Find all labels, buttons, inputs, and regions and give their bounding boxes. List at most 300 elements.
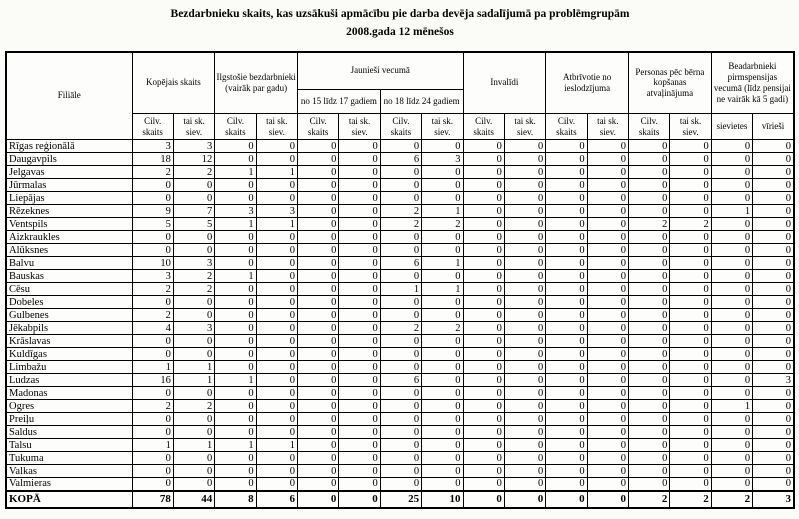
data-cell: 0 <box>587 257 628 270</box>
data-cell: 0 <box>587 309 628 322</box>
data-cell: 0 <box>546 361 587 374</box>
data-cell: 0 <box>298 257 339 270</box>
data-cell: 0 <box>711 166 752 179</box>
data-cell: 0 <box>256 465 297 478</box>
data-cell: 0 <box>711 387 752 400</box>
total-data-cell: 0 <box>504 491 545 508</box>
col-header-personas-pec-berna-kopsanas: Personas pēc bērna kopšanas atvaļinājuma <box>629 52 712 114</box>
data-cell: 0 <box>173 335 214 348</box>
data-cell: 0 <box>546 465 587 478</box>
data-cell: 0 <box>339 400 380 413</box>
data-cell: 0 <box>546 257 587 270</box>
data-cell: 1 <box>422 205 463 218</box>
data-cell: 0 <box>215 179 256 192</box>
data-cell: 0 <box>422 361 463 374</box>
data-cell: 0 <box>256 387 297 400</box>
data-cell: 5 <box>132 218 173 231</box>
branch-name-cell: Kuldīgas <box>6 348 132 361</box>
data-cell: 0 <box>298 296 339 309</box>
data-cell: 2 <box>670 218 711 231</box>
data-cell: 3 <box>132 270 173 283</box>
data-cell: 1 <box>215 439 256 452</box>
data-cell: 2 <box>380 322 421 335</box>
branch-name-cell: Balvu <box>6 257 132 270</box>
data-cell: 2 <box>173 270 214 283</box>
branch-name-cell: Dobeles <box>6 296 132 309</box>
data-cell: 0 <box>463 426 504 439</box>
data-cell: 0 <box>546 153 587 166</box>
branch-name-cell: Ventspils <box>6 218 132 231</box>
data-cell: 0 <box>463 400 504 413</box>
table-row <box>6 166 794 179</box>
data-cell: 0 <box>339 439 380 452</box>
data-cell: 0 <box>753 205 794 218</box>
data-cell: 0 <box>173 465 214 478</box>
data-cell: 0 <box>380 140 421 153</box>
data-cell: 1 <box>711 400 752 413</box>
data-cell: 0 <box>380 192 421 205</box>
branch-name-cell: Rīgas reģionālā <box>6 140 132 153</box>
data-cell: 0 <box>711 478 752 491</box>
data-cell: 0 <box>670 374 711 387</box>
data-cell: 0 <box>463 205 504 218</box>
data-cell: 0 <box>587 335 628 348</box>
branch-name-cell: Valmieras <box>6 478 132 491</box>
subcol-header-cilv-skaits: Cilv. skaits <box>629 114 670 140</box>
data-cell: 0 <box>298 374 339 387</box>
subcol-header-tai-sk-siev: tai sk. siev. <box>339 114 380 140</box>
data-cell: 0 <box>670 166 711 179</box>
data-cell: 0 <box>504 257 545 270</box>
subcol-header-cilv-skaits: Cilv. skaits <box>463 114 504 140</box>
data-cell: 2 <box>422 322 463 335</box>
data-cell: 0 <box>711 465 752 478</box>
subcol-header-tai-sk-siev: tai sk. siev. <box>587 114 628 140</box>
data-cell: 0 <box>546 400 587 413</box>
data-cell: 0 <box>339 205 380 218</box>
data-cell: 0 <box>380 465 421 478</box>
subcol-header-tai-sk-siev: tai sk. siev. <box>256 114 297 140</box>
data-cell: 0 <box>463 283 504 296</box>
data-cell: 0 <box>339 348 380 361</box>
data-cell: 0 <box>298 322 339 335</box>
data-cell: 0 <box>546 348 587 361</box>
data-cell: 0 <box>587 465 628 478</box>
data-cell: 0 <box>670 179 711 192</box>
data-cell: 0 <box>629 179 670 192</box>
data-cell: 0 <box>629 465 670 478</box>
branch-name-cell: Alūksnes <box>6 244 132 257</box>
total-data-cell: 8 <box>215 491 256 508</box>
data-cell: 0 <box>587 205 628 218</box>
data-cell: 0 <box>670 244 711 257</box>
data-cell: 0 <box>132 179 173 192</box>
data-cell: 10 <box>132 257 173 270</box>
data-cell: 1 <box>256 218 297 231</box>
data-cell: 0 <box>629 361 670 374</box>
data-cell: 0 <box>422 192 463 205</box>
data-cell: 0 <box>422 231 463 244</box>
data-cell: 0 <box>711 153 752 166</box>
data-cell: 0 <box>256 374 297 387</box>
data-cell: 0 <box>422 400 463 413</box>
data-cell: 1 <box>215 270 256 283</box>
col-header-pirmspensijas-vecuma: Beadarbnieki pirmspensijas vecumā (līdz pensijai ne vairāk kā 5 gadi) <box>711 52 794 114</box>
data-cell: 0 <box>587 296 628 309</box>
data-cell: 0 <box>546 283 587 296</box>
data-cell: 0 <box>711 361 752 374</box>
data-cell: 2 <box>380 205 421 218</box>
data-cell: 0 <box>504 153 545 166</box>
data-cell: 0 <box>173 296 214 309</box>
data-cell: 0 <box>463 361 504 374</box>
data-cell: 0 <box>339 426 380 439</box>
data-cell: 0 <box>298 218 339 231</box>
data-cell: 0 <box>504 426 545 439</box>
data-cell: 1 <box>215 374 256 387</box>
table-row <box>6 296 794 309</box>
data-cell: 0 <box>587 218 628 231</box>
subcol-header-cilv-skaits: Cilv. skaits <box>546 114 587 140</box>
table-row <box>6 322 794 335</box>
data-cell: 0 <box>587 426 628 439</box>
subcol-header-tai-sk-siev: tai sk. siev. <box>173 114 214 140</box>
branch-name-cell: Jelgavas <box>6 166 132 179</box>
data-cell: 0 <box>629 426 670 439</box>
data-cell: 0 <box>422 387 463 400</box>
data-cell: 0 <box>504 309 545 322</box>
data-cell: 0 <box>463 192 504 205</box>
data-cell: 0 <box>670 322 711 335</box>
data-cell: 0 <box>504 218 545 231</box>
data-cell: 0 <box>670 426 711 439</box>
data-cell: 0 <box>256 140 297 153</box>
data-cell: 1 <box>256 166 297 179</box>
data-cell: 0 <box>753 400 794 413</box>
data-cell: 0 <box>380 335 421 348</box>
data-cell: 0 <box>504 374 545 387</box>
total-data-cell: 2 <box>670 491 711 508</box>
col-header-kopejais-skaits: Kopējais skaits <box>132 52 215 114</box>
data-cell: 0 <box>670 413 711 426</box>
data-cell: 0 <box>215 283 256 296</box>
data-cell: 0 <box>422 140 463 153</box>
total-data-cell: 2 <box>711 491 752 508</box>
subcol-header-tai-sk-siev: tai sk. siev. <box>422 114 463 140</box>
data-cell: 0 <box>256 270 297 283</box>
data-cell: 0 <box>711 309 752 322</box>
data-cell: 0 <box>298 478 339 491</box>
data-cell: 0 <box>670 361 711 374</box>
data-cell: 0 <box>339 296 380 309</box>
data-cell: 0 <box>339 322 380 335</box>
data-cell: 0 <box>422 348 463 361</box>
data-cell: 0 <box>504 244 545 257</box>
data-cell: 0 <box>339 478 380 491</box>
table-row <box>6 465 794 478</box>
data-cell: 0 <box>546 244 587 257</box>
data-cell: 18 <box>132 153 173 166</box>
data-cell: 0 <box>339 361 380 374</box>
data-cell: 2 <box>132 400 173 413</box>
data-cell: 0 <box>629 335 670 348</box>
data-cell: 0 <box>463 452 504 465</box>
data-cell: 0 <box>587 439 628 452</box>
data-cell: 0 <box>546 439 587 452</box>
data-cell: 0 <box>629 205 670 218</box>
data-cell: 0 <box>256 361 297 374</box>
data-cell: 0 <box>463 270 504 283</box>
data-cell: 0 <box>753 465 794 478</box>
data-cell: 3 <box>173 322 214 335</box>
data-cell: 0 <box>339 140 380 153</box>
data-cell: 0 <box>670 478 711 491</box>
data-cell: 3 <box>422 153 463 166</box>
data-cell: 0 <box>670 296 711 309</box>
data-cell: 0 <box>215 257 256 270</box>
table-row <box>6 361 794 374</box>
data-cell: 0 <box>422 426 463 439</box>
total-data-cell: 0 <box>546 491 587 508</box>
subcol-header-cilv-skaits: Cilv. skaits <box>298 114 339 140</box>
table-header <box>6 52 794 140</box>
data-cell: 0 <box>629 140 670 153</box>
data-cell: 0 <box>380 309 421 322</box>
data-cell: 0 <box>711 257 752 270</box>
data-cell: 0 <box>753 335 794 348</box>
data-cell: 0 <box>753 270 794 283</box>
table-row <box>6 387 794 400</box>
data-cell: 0 <box>463 231 504 244</box>
data-cell: 0 <box>629 153 670 166</box>
data-cell: 0 <box>256 426 297 439</box>
data-cell: 2 <box>629 218 670 231</box>
table-row <box>6 335 794 348</box>
data-cell: 0 <box>546 309 587 322</box>
data-cell: 0 <box>504 283 545 296</box>
branch-name-cell: Cēsu <box>6 283 132 296</box>
data-cell: 0 <box>173 244 214 257</box>
data-cell: 0 <box>587 270 628 283</box>
data-cell: 0 <box>256 192 297 205</box>
data-cell: 0 <box>711 452 752 465</box>
total-label-cell: KOPĀ <box>6 491 132 508</box>
data-cell: 0 <box>753 192 794 205</box>
data-cell: 0 <box>173 179 214 192</box>
data-cell: 0 <box>380 231 421 244</box>
data-cell: 0 <box>298 452 339 465</box>
col-header-invalidi: Invalīdi <box>463 52 546 114</box>
col-header-jauniesi-vecuma: Jaunieši vecumā <box>298 52 464 90</box>
data-cell: 0 <box>670 335 711 348</box>
data-cell: 0 <box>546 179 587 192</box>
col-header-ilgstosie-bezdarbnieki: Ilgstošie bezdarbnieki (vairāk par gadu) <box>215 52 298 114</box>
data-cell: 0 <box>339 218 380 231</box>
data-cell: 0 <box>215 296 256 309</box>
data-cell: 3 <box>173 257 214 270</box>
data-cell: 0 <box>298 413 339 426</box>
data-cell: 0 <box>256 348 297 361</box>
data-cell: 0 <box>587 452 628 465</box>
data-cell: 0 <box>546 140 587 153</box>
data-cell: 0 <box>629 309 670 322</box>
branch-name-cell: Saldus <box>6 426 132 439</box>
data-cell: 0 <box>380 426 421 439</box>
data-cell: 0 <box>504 335 545 348</box>
data-cell: 0 <box>711 335 752 348</box>
data-cell: 0 <box>546 218 587 231</box>
subcol-header-viriesi: vīrieši <box>753 114 794 140</box>
data-cell: 0 <box>504 413 545 426</box>
data-cell: 0 <box>298 439 339 452</box>
data-cell: 0 <box>215 413 256 426</box>
data-cell: 0 <box>463 413 504 426</box>
data-cell: 0 <box>670 257 711 270</box>
data-cell: 0 <box>422 296 463 309</box>
data-cell: 0 <box>339 387 380 400</box>
data-cell: 0 <box>753 309 794 322</box>
data-cell: 0 <box>753 218 794 231</box>
data-cell: 0 <box>132 426 173 439</box>
data-cell: 1 <box>256 439 297 452</box>
data-cell: 0 <box>422 478 463 491</box>
data-cell: 2 <box>132 283 173 296</box>
data-cell: 0 <box>215 335 256 348</box>
data-cell: 0 <box>629 413 670 426</box>
data-cell: 0 <box>215 244 256 257</box>
branch-name-cell: Valkas <box>6 465 132 478</box>
data-cell: 0 <box>753 140 794 153</box>
data-cell: 0 <box>215 478 256 491</box>
data-cell: 0 <box>753 452 794 465</box>
data-cell: 3 <box>256 205 297 218</box>
table-row <box>6 218 794 231</box>
data-cell: 0 <box>587 322 628 335</box>
data-cell: 0 <box>711 244 752 257</box>
data-cell: 0 <box>339 270 380 283</box>
data-cell: 0 <box>215 452 256 465</box>
data-cell: 0 <box>463 244 504 257</box>
table-row <box>6 439 794 452</box>
col-header-atbrivotie-no-ieslodzijuma: Atbrīvotie no ieslodzījuma <box>546 52 629 114</box>
data-cell: 0 <box>298 205 339 218</box>
data-cell: 0 <box>132 335 173 348</box>
branch-name-cell: Aizkraukles <box>6 231 132 244</box>
data-cell: 0 <box>339 192 380 205</box>
data-cell: 0 <box>753 413 794 426</box>
data-cell: 0 <box>629 400 670 413</box>
data-cell: 0 <box>504 205 545 218</box>
table-row <box>6 283 794 296</box>
data-cell: 0 <box>629 192 670 205</box>
data-cell: 0 <box>256 309 297 322</box>
data-cell: 0 <box>711 179 752 192</box>
branch-name-cell: Jūrmalas <box>6 179 132 192</box>
data-cell: 0 <box>670 270 711 283</box>
data-cell: 0 <box>298 387 339 400</box>
data-cell: 1 <box>173 361 214 374</box>
branch-name-cell: Tukuma <box>6 452 132 465</box>
data-cell: 0 <box>587 179 628 192</box>
data-cell: 0 <box>753 231 794 244</box>
total-data-cell: 0 <box>463 491 504 508</box>
data-cell: 2 <box>173 400 214 413</box>
data-cell: 0 <box>546 452 587 465</box>
data-cell: 0 <box>422 413 463 426</box>
data-cell: 0 <box>711 140 752 153</box>
data-cell: 0 <box>132 296 173 309</box>
data-cell: 0 <box>298 270 339 283</box>
table-row <box>6 244 794 257</box>
data-cell: 2 <box>380 218 421 231</box>
data-cell: 0 <box>670 465 711 478</box>
data-cell: 0 <box>173 452 214 465</box>
data-cell: 0 <box>629 244 670 257</box>
data-cell: 0 <box>629 322 670 335</box>
data-cell: 0 <box>670 140 711 153</box>
data-cell: 0 <box>380 166 421 179</box>
data-cell: 0 <box>546 413 587 426</box>
data-cell: 0 <box>463 140 504 153</box>
table-row <box>6 309 794 322</box>
branch-name-cell: Rēzeknes <box>6 205 132 218</box>
data-cell: 0 <box>629 348 670 361</box>
data-cell: 0 <box>298 166 339 179</box>
data-cell: 0 <box>587 244 628 257</box>
data-cell: 0 <box>463 166 504 179</box>
data-cell: 3 <box>753 374 794 387</box>
data-cell: 0 <box>670 309 711 322</box>
title-line-1: Bezdarbnieku skaits, kas uzsākuši apmācību pie darba devēja sadalījumā pa problēmgrupām <box>170 8 630 20</box>
data-cell: 0 <box>504 387 545 400</box>
table-row <box>6 413 794 426</box>
data-cell: 16 <box>132 374 173 387</box>
data-cell: 1 <box>380 283 421 296</box>
data-cell: 0 <box>504 192 545 205</box>
data-cell: 0 <box>298 348 339 361</box>
table-row <box>6 153 794 166</box>
data-cell: 0 <box>132 478 173 491</box>
data-cell: 0 <box>463 387 504 400</box>
data-cell: 0 <box>132 465 173 478</box>
data-cell: 1 <box>132 361 173 374</box>
data-cell: 0 <box>298 140 339 153</box>
data-cell: 0 <box>215 140 256 153</box>
data-cell: 0 <box>587 153 628 166</box>
data-cell: 0 <box>711 296 752 309</box>
total-data-cell: 0 <box>339 491 380 508</box>
data-cell: 0 <box>422 465 463 478</box>
data-cell: 0 <box>587 140 628 153</box>
data-cell: 0 <box>546 270 587 283</box>
data-cell: 0 <box>711 322 752 335</box>
data-cell: 0 <box>587 413 628 426</box>
table-row <box>6 478 794 491</box>
data-cell: 0 <box>422 452 463 465</box>
branch-name-cell: Liepājas <box>6 192 132 205</box>
data-cell: 0 <box>215 348 256 361</box>
data-cell: 0 <box>670 192 711 205</box>
data-cell: 0 <box>215 426 256 439</box>
data-cell: 0 <box>298 244 339 257</box>
subcol-header-cilv-skaits: Cilv. skaits <box>215 114 256 140</box>
data-cell: 0 <box>753 361 794 374</box>
data-cell: 0 <box>463 465 504 478</box>
data-cell: 0 <box>753 166 794 179</box>
branch-name-cell: Jēkabpils <box>6 322 132 335</box>
data-cell: 0 <box>504 231 545 244</box>
data-cell: 0 <box>132 413 173 426</box>
